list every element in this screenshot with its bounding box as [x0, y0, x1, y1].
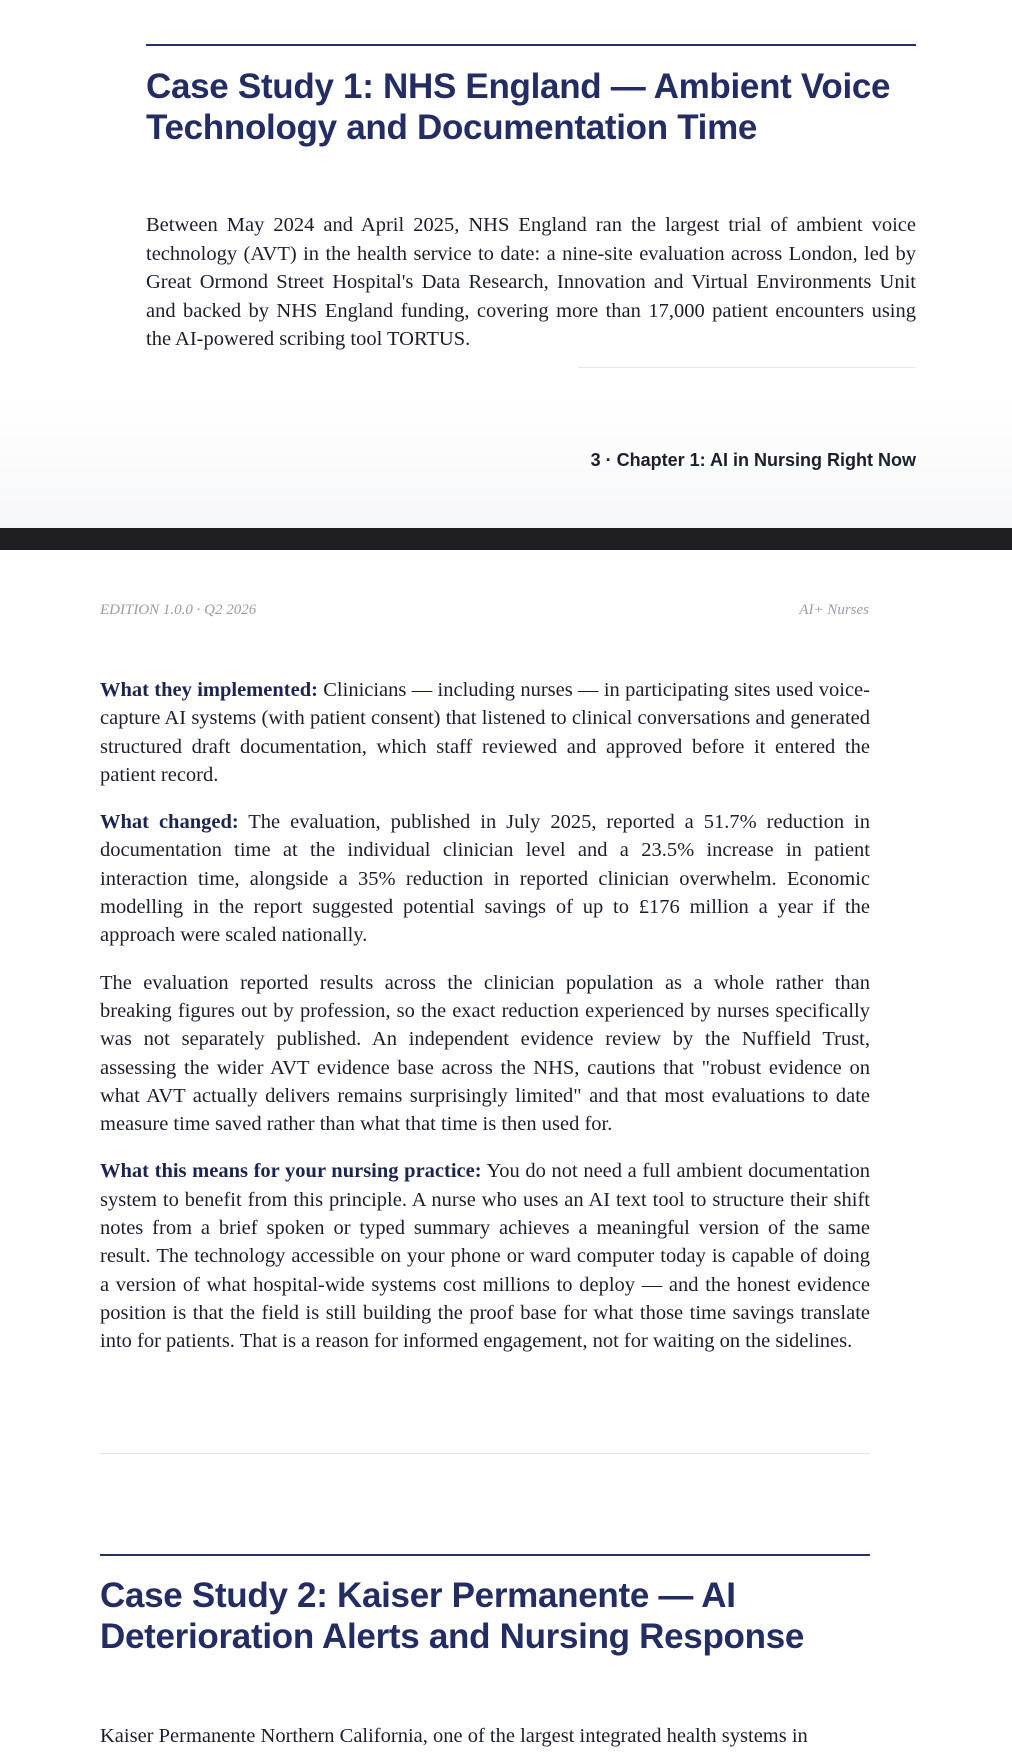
text-implemented: Clinicians — including nurses — in participating sites used voice-capture AI systems (with patient consent) that listened to clinical conversations and generated structured draft documentation, which staff reviewed and approved before it entered the patient record. — [100, 679, 870, 786]
paragraph-evidence: The evaluation reported results across the clinician population as a whole rather than breaking figures out by profession, so the exact reduction experienced by nurses specifically was not separately published. An independent evidence review by the Nuffield Trust, assessing the wider AVT evidence base across the NHS, cautions that "robust evidence on what AVT actually delivers remains surprisingly limited" and that most evaluations to date measure time saved rather than what that time is then used for. — [100, 971, 870, 1136]
paragraph-changed — [100, 808, 870, 949]
case-study-2-intro: Kaiser Permanente Northern California, one of the largest integrated health systems in — [100, 1725, 808, 1747]
case-study-1-intro: Between May 2024 and April 2025, NHS England ran the largest trial of ambient voice technology (AVT) in the health service to date: a nine-site evaluation across London, led by Great Ormond Street Hospital's Data Research, Innovation and Virtual Environments Unit and backed by NHS England funding, covering more than 17,000 patient encounters using the AI-powered scribing tool TORTUS. — [146, 214, 916, 350]
case-study-1-title: Case Study 1: NHS England — Ambient Voice Technology and Documentation Time — [146, 67, 891, 147]
divider — [100, 1453, 870, 1454]
running-header-edition: EDITION 1.0.0 · Q2 2026 — [100, 602, 257, 618]
current-page — [0, 550, 1012, 1752]
page-break-bar — [0, 528, 1012, 550]
text-practice: You do not need a full ambient documentation system to benefit from this principle. A nurse who uses an AI text tool to structure their shift notes from a brief spoken or typed summary achieves a meaningful version of the same result. The technology accessible on your phone or ward computer today is capable of doing a version of what hospital-wide systems cost millions to deploy — and the honest evidence position is that the field is still building the proof base for what those time savings translate into for patients. That is a reason for informed engagement, not for waiting on the sidelines. — [100, 1160, 870, 1353]
paragraph-implemented — [100, 676, 870, 789]
label-practice: What this means for your nursing practice: — [100, 1160, 482, 1183]
previous-page — [0, 0, 1012, 528]
paragraph-practice — [100, 1157, 870, 1355]
section-rule — [146, 44, 916, 46]
section-rule — [100, 1554, 870, 1556]
case-study-2-title: Case Study 2: Kaiser Permanente — AI Deterioration Alerts and Nursing Response — [100, 1576, 805, 1656]
label-implemented: What they implemented: — [100, 679, 318, 701]
body-text — [100, 676, 870, 1375]
label-changed: What changed: — [100, 811, 239, 834]
page-footer: 3 · Chapter 1: AI in Nursing Right Now — [590, 450, 916, 470]
text-changed: The evaluation, published in July 2025, reported a 51.7% reduction in documentation time at the individual clinician level and a 23.5% increase in patient interaction time, alongside a 35% reduction in reported clinician overwhelm. Economic modelling in the report suggested potential savings of up to £176 million a year if the approach were scaled nationally. — [100, 811, 870, 947]
running-header-title: AI+ Nurses — [799, 602, 869, 618]
divider — [578, 367, 916, 368]
